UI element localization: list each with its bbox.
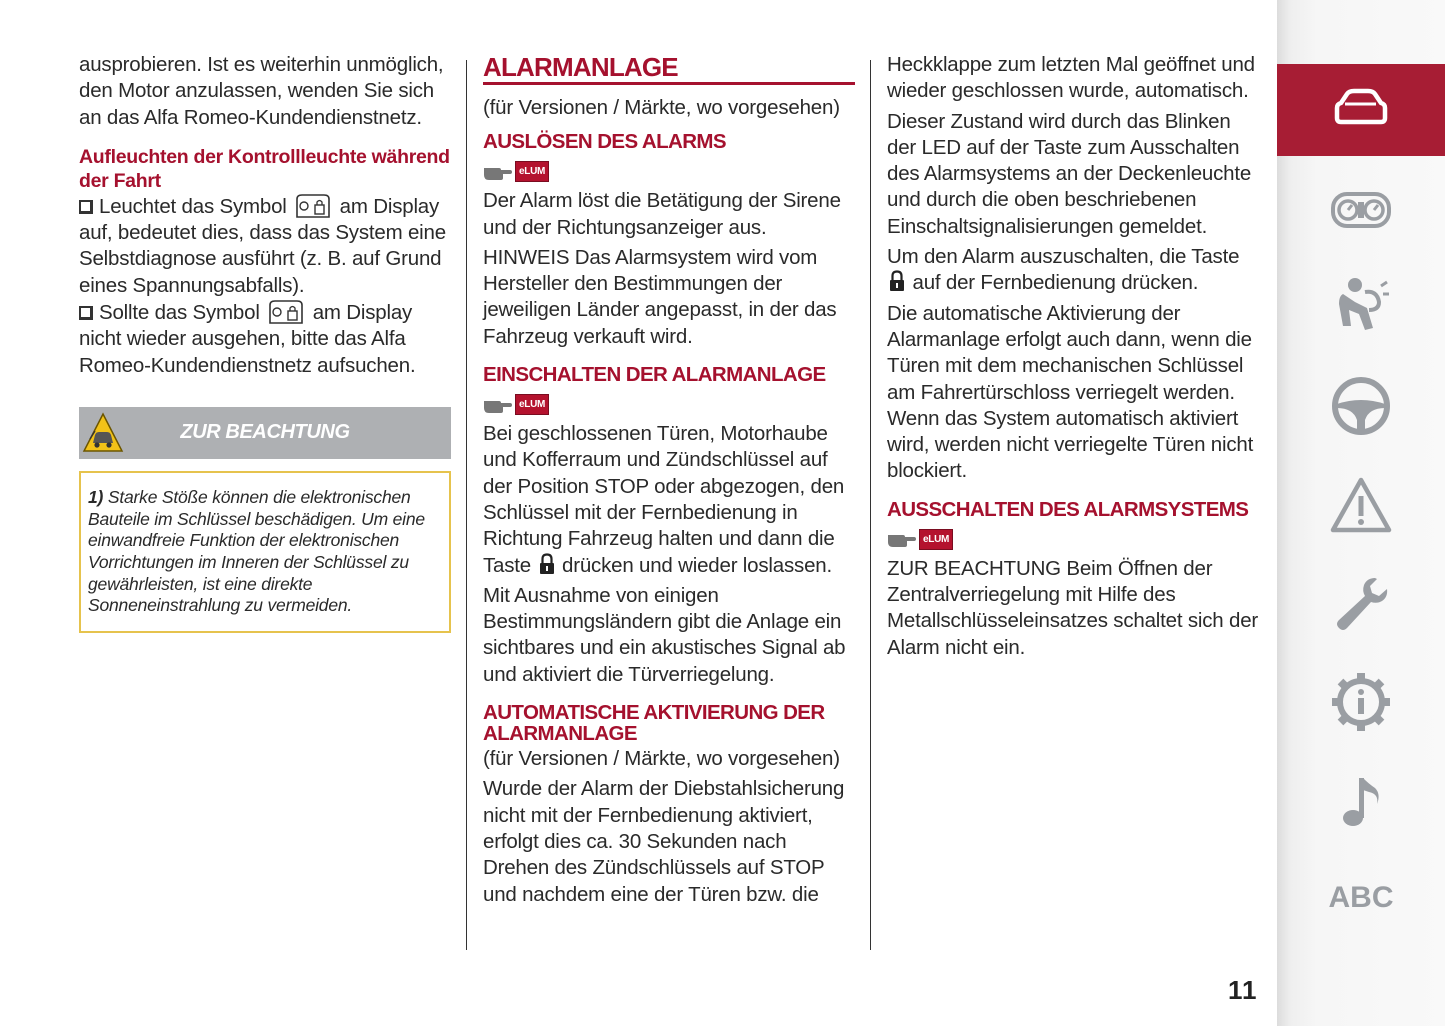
warning-light-heading: Aufleuchten der Kontrollleuchte während der Fahrt bbox=[79, 145, 450, 192]
gear-info-icon bbox=[1329, 670, 1393, 734]
pointing-hand-icon bbox=[483, 395, 513, 415]
column-1 bbox=[79, 52, 451, 633]
sidebar-item-safety[interactable] bbox=[1277, 260, 1445, 352]
paragraph: Heckklappe zum letzten Mal geöffnet und wieder geschlossen wurde, automatisch. bbox=[887, 53, 1255, 103]
lock-icon bbox=[539, 553, 555, 575]
key-lock-symbol-icon bbox=[294, 193, 332, 219]
pointing-hand-icon bbox=[483, 162, 513, 182]
paragraph: HINWEIS Das Alarmsystem wird vom Hersteller den Bestimmungen der jeweiligen Länder angepasst, in der das Fahrzeug verkauft wird. bbox=[483, 245, 837, 348]
sidebar-item-car[interactable] bbox=[1277, 64, 1445, 156]
versions-note: (für Versionen / Märkte, wo vorgesehen) bbox=[483, 96, 840, 119]
checkbox-bullet-icon bbox=[79, 200, 93, 214]
elum-marker bbox=[483, 394, 855, 415]
key-lock-symbol-icon bbox=[267, 299, 305, 325]
heading-alarm-on: EINSCHALTEN DER ALARMANLAGE bbox=[483, 363, 826, 387]
checkbox-bullet-icon bbox=[79, 306, 93, 320]
lock-icon bbox=[889, 270, 905, 292]
heading-alarm-off: AUSSCHALTEN DES ALARMSYSTEMS bbox=[887, 497, 1249, 521]
paragraph: Bei geschlossenen Türen, Motorhaube und Kofferraum und Zündschlüssel auf der Position STOP oder abgezogen, den Schlüssel mit der Fernbedienung in Richtung Fahrzeug halten und dann die Taste drücken und wieder loslassen. bbox=[483, 422, 845, 577]
paragraph: Um den Alarm auszuschalten, die Taste auf der Fernbedienung drücken. bbox=[887, 245, 1240, 295]
warning-triangle-icon bbox=[1329, 474, 1393, 538]
versions-note: (für Versionen / Märkte, wo vorgesehen) bbox=[483, 747, 840, 771]
sidebar-item-dashboard[interactable] bbox=[1277, 164, 1445, 256]
sidebar-item-maintenance[interactable] bbox=[1277, 558, 1445, 650]
intro-paragraph: ausprobieren. Ist es weiterhin unmöglich, den Motor anzulassen, wenden Sie sich an das Alfa Romeo-Kundendienstnetz. bbox=[79, 53, 444, 129]
page-number: 11 bbox=[1228, 975, 1258, 1005]
heading-alarm-trigger: AUSLÖSEN DES ALARMS bbox=[483, 130, 726, 154]
bullet-1: Leuchtet das Symbol am Display auf, bedeutet dies, dass das System eine Selbstdiagnose ausführt (z. B. auf Grund eines Spannungsabfalls). bbox=[79, 194, 446, 297]
sidebar-item-driving[interactable] bbox=[1277, 360, 1445, 452]
paragraph: Mit Ausnahme von einigen Bestimmungsländern gibt die Anlage ein sichtbares und ein akustisches Signal ab und aktiviert die Türverriegelung. bbox=[483, 583, 846, 686]
pointing-hand-icon bbox=[887, 529, 917, 549]
column-divider-1 bbox=[466, 60, 467, 950]
paragraph: Wurde der Alarm der Diebstahlsicherung nicht mit der Fernbedienung aktiviert, erfolgt dies ca. 30 Sekunden nach Drehen des Zündschlüssels auf STOP und nachdem eine der Türen bzw. die bbox=[483, 777, 845, 906]
dashboard-icon bbox=[1329, 178, 1393, 242]
wrench-icon bbox=[1329, 572, 1393, 636]
column-2 bbox=[483, 52, 855, 912]
paragraph: ZUR BEACHTUNG Beim Öffnen der Zentralverriegelung mit Hilfe des Metallschlüsseleinsatzes schaltet sich der Alarm nicht ein. bbox=[887, 556, 1259, 659]
sidebar-item-technical-data[interactable] bbox=[1277, 656, 1445, 748]
airbag-person-icon bbox=[1329, 274, 1393, 338]
elum-badge: eLUM bbox=[515, 161, 549, 182]
paragraph: Dieser Zustand wird durch das Blinken der LED auf der Taste zum Ausschalten des Alarmsystems an der Deckenleuchte und durch die oben beschriebenen Einschaltsignalisierungen gemeldet. bbox=[887, 109, 1252, 238]
bullet-2: Sollte das Symbol am Display nicht wieder ausgehen, bitte das Alfa Romeo-Kundendienstnetz aufsuchen. bbox=[79, 301, 416, 377]
warning-text: 1) Starke Stöße können die elektronischen Bauteile im Schlüssel beschädigen. Um eine einwandfreie Funktion der elektronischen Vorrichtungen im Inneren der Schlüssel zu gewährleisten, ist eine direkte Sonneneinstrahlung zu vermeiden. bbox=[88, 486, 425, 616]
car-icon bbox=[1329, 78, 1393, 142]
chapter-sidebar bbox=[1277, 0, 1445, 1026]
warning-box bbox=[79, 471, 451, 633]
paragraph: Der Alarm löst die Betätigung der Sirene und der Richtungsanzeiger aus. bbox=[483, 189, 841, 239]
steering-wheel-icon bbox=[1329, 374, 1393, 438]
music-note-icon bbox=[1329, 770, 1393, 834]
elum-marker bbox=[483, 161, 855, 182]
elum-badge: eLUM bbox=[515, 394, 549, 415]
index-abc-label: ABC bbox=[1328, 881, 1394, 914]
column-divider-2 bbox=[870, 60, 871, 950]
warning-header bbox=[79, 407, 451, 459]
sidebar-item-emergency[interactable] bbox=[1277, 460, 1445, 552]
elum-badge: eLUM bbox=[919, 529, 953, 550]
elum-marker bbox=[887, 529, 1259, 550]
section-title: ALARMANLAGE bbox=[483, 52, 855, 85]
sidebar-item-index[interactable] bbox=[1277, 852, 1445, 944]
column-3 bbox=[887, 52, 1259, 665]
sidebar-item-multimedia[interactable] bbox=[1277, 756, 1445, 848]
warning-title: ZUR BEACHTUNG bbox=[180, 421, 350, 444]
paragraph: Die automatische Aktivierung der Alarmanlage erfolgt auch dann, wenn die Türen mit dem mechanischen Schlüssel am Fahrertürschloss verriegelt werden. Wenn das System automatisch aktiviert wird, werden nicht verriegelte Türen nicht blockiert. bbox=[887, 301, 1254, 483]
heading-auto-activation: AUTOMATISCHE AKTIVIERUNG DER ALARMANLAGE bbox=[483, 701, 825, 746]
